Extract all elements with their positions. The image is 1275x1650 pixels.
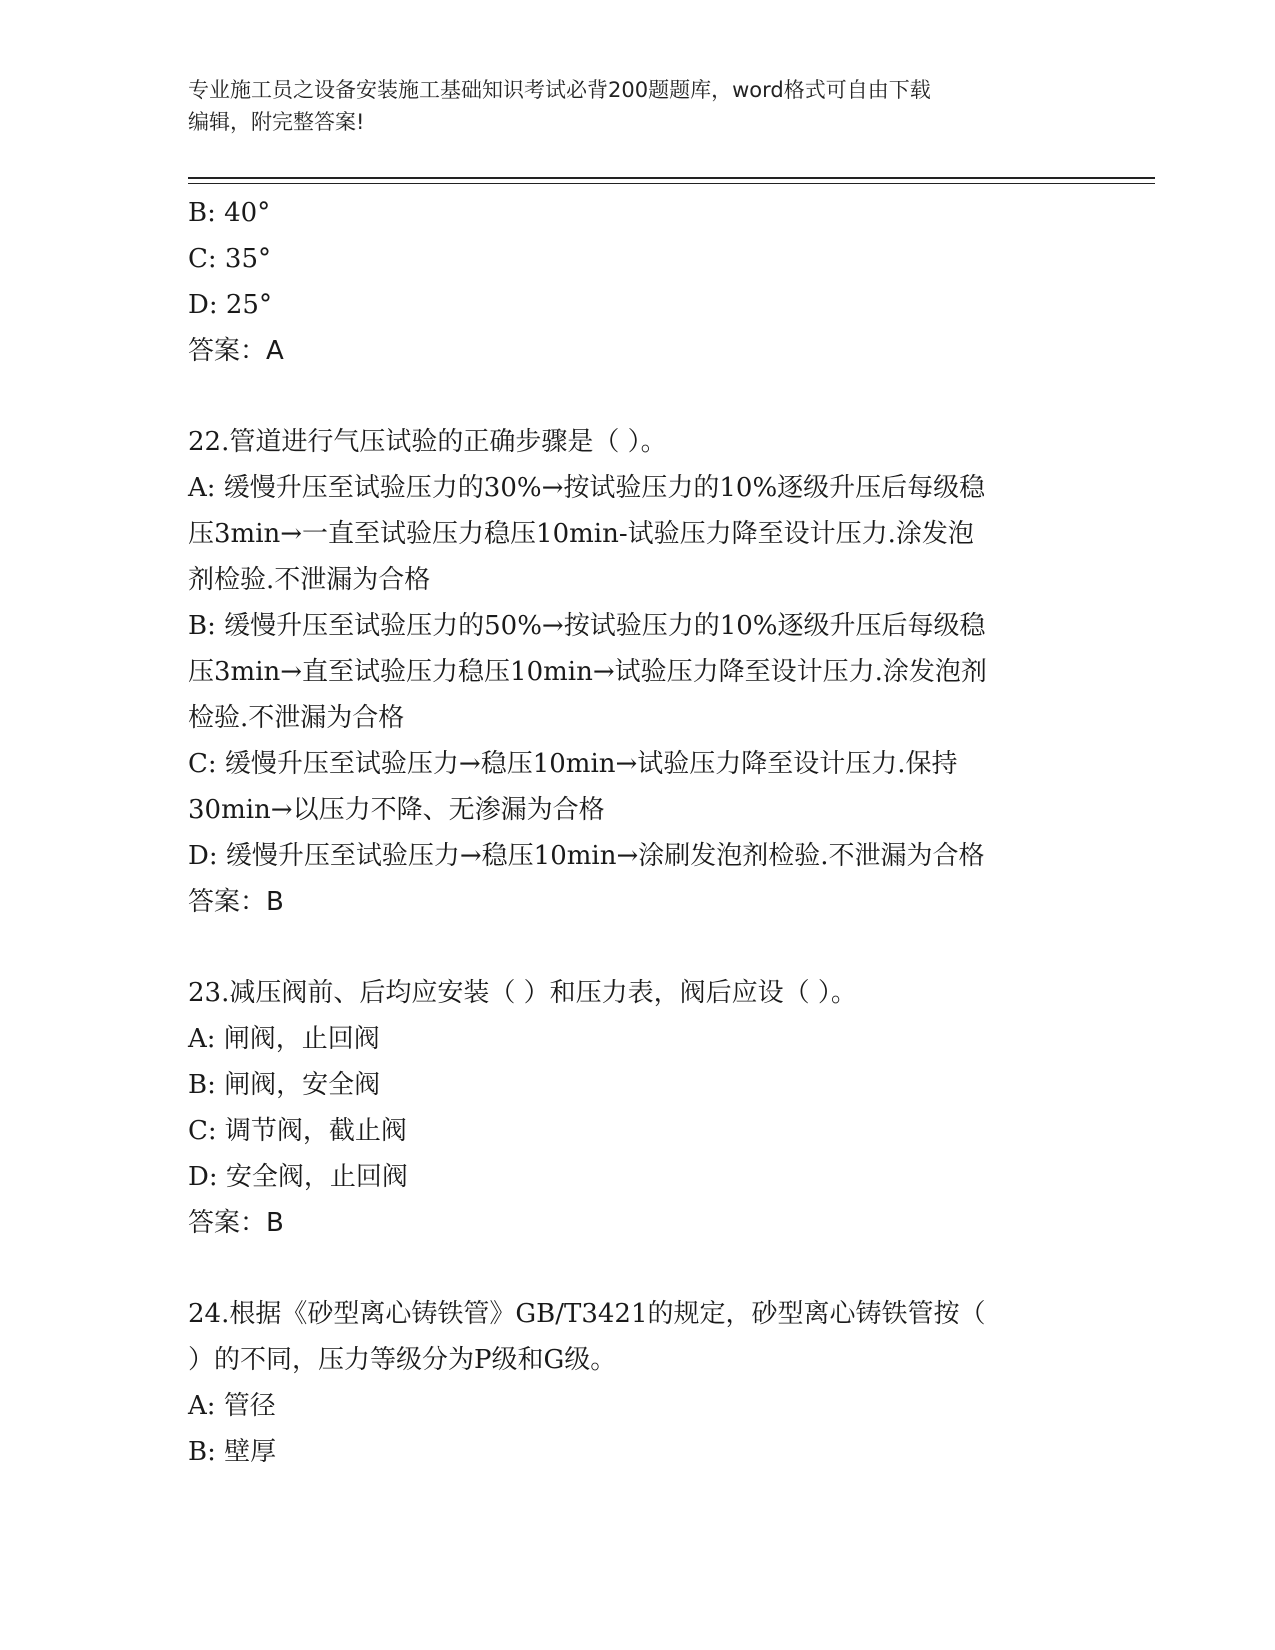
q24-question-line-2: ）的不同，压力等级分为P级和G级。 xyxy=(188,1345,617,1375)
q22-option-c-line-2: 30min→以压力不降、无渗漏为合格 xyxy=(188,795,605,825)
q24-question-line-1: 24.根据《砂型离心铸铁管》GB/T3421的规定，砂型离心铸铁管按（ xyxy=(188,1299,986,1329)
q21-option-b: B: 40° xyxy=(188,198,271,228)
header-rule-thick xyxy=(188,177,1155,179)
q24-option-b: B: 壁厚 xyxy=(188,1437,277,1467)
question-22-block xyxy=(188,419,1108,925)
spacer xyxy=(188,1246,1108,1291)
header-rule-thin xyxy=(188,183,1155,184)
q21-answer: 答案：A xyxy=(188,336,284,366)
header-line-2: 编辑，附完整答案! xyxy=(188,110,365,134)
q22-option-a-line-3: 剂检验.不泄漏为合格 xyxy=(188,565,431,595)
question-21-block xyxy=(188,190,1108,374)
q22-option-c-line-1: C: 缓慢升压至试验压力→稳压10min→试验压力降至设计压力.保持 xyxy=(188,749,958,779)
header-line-1: 专业施工员之设备安装施工基础知识考试必背200题题库，word格式可自由下载 xyxy=(188,78,931,102)
q22-option-a-line-1: A: 缓慢升压至试验压力的30%→按试验压力的10%逐级升压后每级稳 xyxy=(188,473,986,503)
q23-option-a: A: 闸阀，止回阀 xyxy=(188,1024,380,1054)
document-header xyxy=(188,74,1088,138)
question-content xyxy=(188,190,1108,1475)
q23-option-d: D: 安全阀，止回阀 xyxy=(188,1162,408,1192)
q22-option-b-line-3: 检验.不泄漏为合格 xyxy=(188,703,405,733)
spacer xyxy=(188,925,1108,970)
question-24-block xyxy=(188,1291,1108,1475)
q23-option-c: C: 调节阀，截止阀 xyxy=(188,1116,407,1146)
spacer xyxy=(188,374,1108,419)
q21-option-c: C: 35° xyxy=(188,244,272,274)
q22-option-d: D: 缓慢升压至试验压力→稳压10min→涂刷发泡剂检验.不泄漏为合格 xyxy=(188,841,985,871)
q22-option-a-line-2: 压3min→一直至试验压力稳压10min-试验压力降至设计压力.涂发泡 xyxy=(188,519,974,549)
q22-question: 22.管道进行气压试验的正确步骤是（ ）。 xyxy=(188,427,667,457)
question-23-block xyxy=(188,970,1108,1246)
q22-option-b-line-2: 压3min→直至试验压力稳压10min→试验压力降至设计压力.涂发泡剂 xyxy=(188,657,987,687)
q21-option-d: D: 25° xyxy=(188,290,272,320)
q24-option-a: A: 管径 xyxy=(188,1391,276,1421)
q22-answer: 答案：B xyxy=(188,887,284,917)
q23-option-b: B: 闸阀，安全阀 xyxy=(188,1070,381,1100)
q22-option-b-line-1: B: 缓慢升压至试验压力的50%→按试验压力的10%逐级升压后每级稳 xyxy=(188,611,986,641)
q23-question: 23.减压阀前、后均应安装（ ）和压力表，阀后应设（ ）。 xyxy=(188,978,857,1008)
q23-answer: 答案：B xyxy=(188,1208,284,1238)
